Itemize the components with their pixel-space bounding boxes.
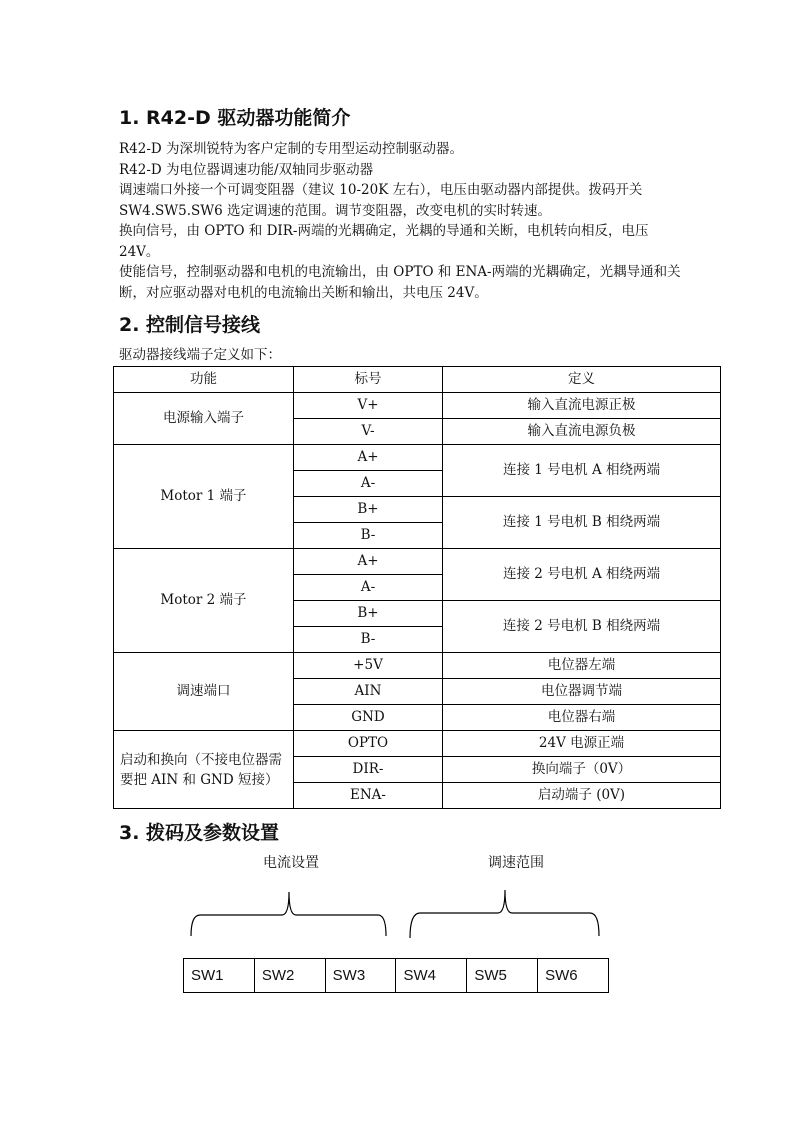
dip-switch-sw6: SW6	[545, 967, 578, 984]
definition-cell: 24V 电源正端	[443, 731, 721, 757]
definition-cell: 换向端子（0V）	[443, 757, 721, 783]
header-label: 标号	[294, 367, 443, 393]
definition-cell: 电位器调节端	[443, 679, 721, 705]
header-definition: 定义	[443, 367, 721, 393]
intro-paragraph: 换向信号，由 OPTO 和 DIR-两端的光耦确定，光耦的导通和关断，电机转向相反，电压 24V。	[119, 223, 649, 260]
speed-brace	[410, 890, 599, 938]
table-caption: 驱动器接线端子定义如下：	[119, 347, 281, 363]
label-cell: V+	[294, 393, 443, 419]
intro-paragraph: 调速端口外接一个可调变阻器（建议 10-20K 左右），电压由驱动器内部提供。拨码开关 SW4.SW5.SW6 选定调速的范围。调节变阻器，改变电机的实时转速。	[119, 182, 643, 219]
intro-paragraph: R42-D 为深圳锐特为客户定制的专用型运动控制驱动器。	[119, 141, 464, 157]
label-cell: B-	[294, 523, 443, 549]
label-cell: ENA-	[294, 783, 443, 809]
dip-switch-sw4: SW4	[396, 959, 467, 992]
speed-range-label: 调速范围	[488, 855, 544, 871]
dip-switch-sw3: SW3	[326, 959, 397, 992]
label-cell: B-	[294, 627, 443, 653]
definition-cell: 输入直流电源负极	[443, 419, 721, 445]
label-cell: DIR-	[294, 757, 443, 783]
label-cell: V-	[294, 419, 443, 445]
label-cell: A-	[294, 575, 443, 601]
dip-switch-sw5: SW5	[467, 959, 538, 992]
section-2-title: 2. 控制信号接线	[119, 314, 261, 336]
motor1-function-cell: Motor 1 端子	[114, 445, 294, 549]
section-1-title: 1. R42-D 驱动器功能简介	[119, 107, 351, 129]
definition-cell: 连接 2 号电机 A 相绕两端	[443, 549, 721, 601]
header-function: 功能	[114, 367, 294, 393]
intro-paragraph: R42-D 为电位器调速功能/双轴同步驱动器	[119, 161, 374, 178]
label-cell: GND	[294, 705, 443, 731]
label-cell: +5V	[294, 653, 443, 679]
dip-switch-sw2: SW2	[255, 959, 326, 992]
definition-cell: 电位器右端	[443, 705, 721, 731]
current-brace	[191, 892, 386, 936]
label-cell: AIN	[294, 679, 443, 705]
label-cell: B+	[294, 497, 443, 523]
start-function-cell: 启动和换向（不接电位器需要把 AIN 和 GND 短接）	[114, 731, 294, 809]
current-setting-label: 电流设置	[263, 855, 319, 871]
motor2-function-cell: Motor 2 端子	[114, 549, 294, 653]
label-cell: B+	[294, 601, 443, 627]
speed-function-cell: 调速端口	[114, 653, 294, 731]
definition-cell: 电位器左端	[443, 653, 721, 679]
definition-cell: 连接 1 号电机 B 相绕两端	[443, 497, 721, 549]
dip-switch-row	[183, 958, 609, 993]
label-cell: A-	[294, 471, 443, 497]
section-3-title: 3. 拨码及参数设置	[119, 822, 280, 844]
dip-switch-sw1: SW1	[184, 959, 255, 992]
power-function-cell: 电源输入端子	[114, 393, 294, 445]
definition-cell: 连接 2 号电机 B 相绕两端	[443, 601, 721, 653]
definition-cell: 启动端子 (0V)	[443, 783, 721, 809]
definition-cell: 输入直流电源正极	[443, 393, 721, 419]
label-cell: A+	[294, 445, 443, 471]
intro-paragraph: 使能信号，控制驱动器和电机的电流输出，由 OPTO 和 ENA-两端的光耦确定，光耦导通和关断，对应驱动器对电机的电流输出关断和输出，共电压 24V。	[119, 264, 681, 301]
label-cell: A+	[294, 549, 443, 575]
definition-cell: 连接 1 号电机 A 相绕两端	[443, 445, 721, 497]
label-cell: OPTO	[294, 731, 443, 757]
